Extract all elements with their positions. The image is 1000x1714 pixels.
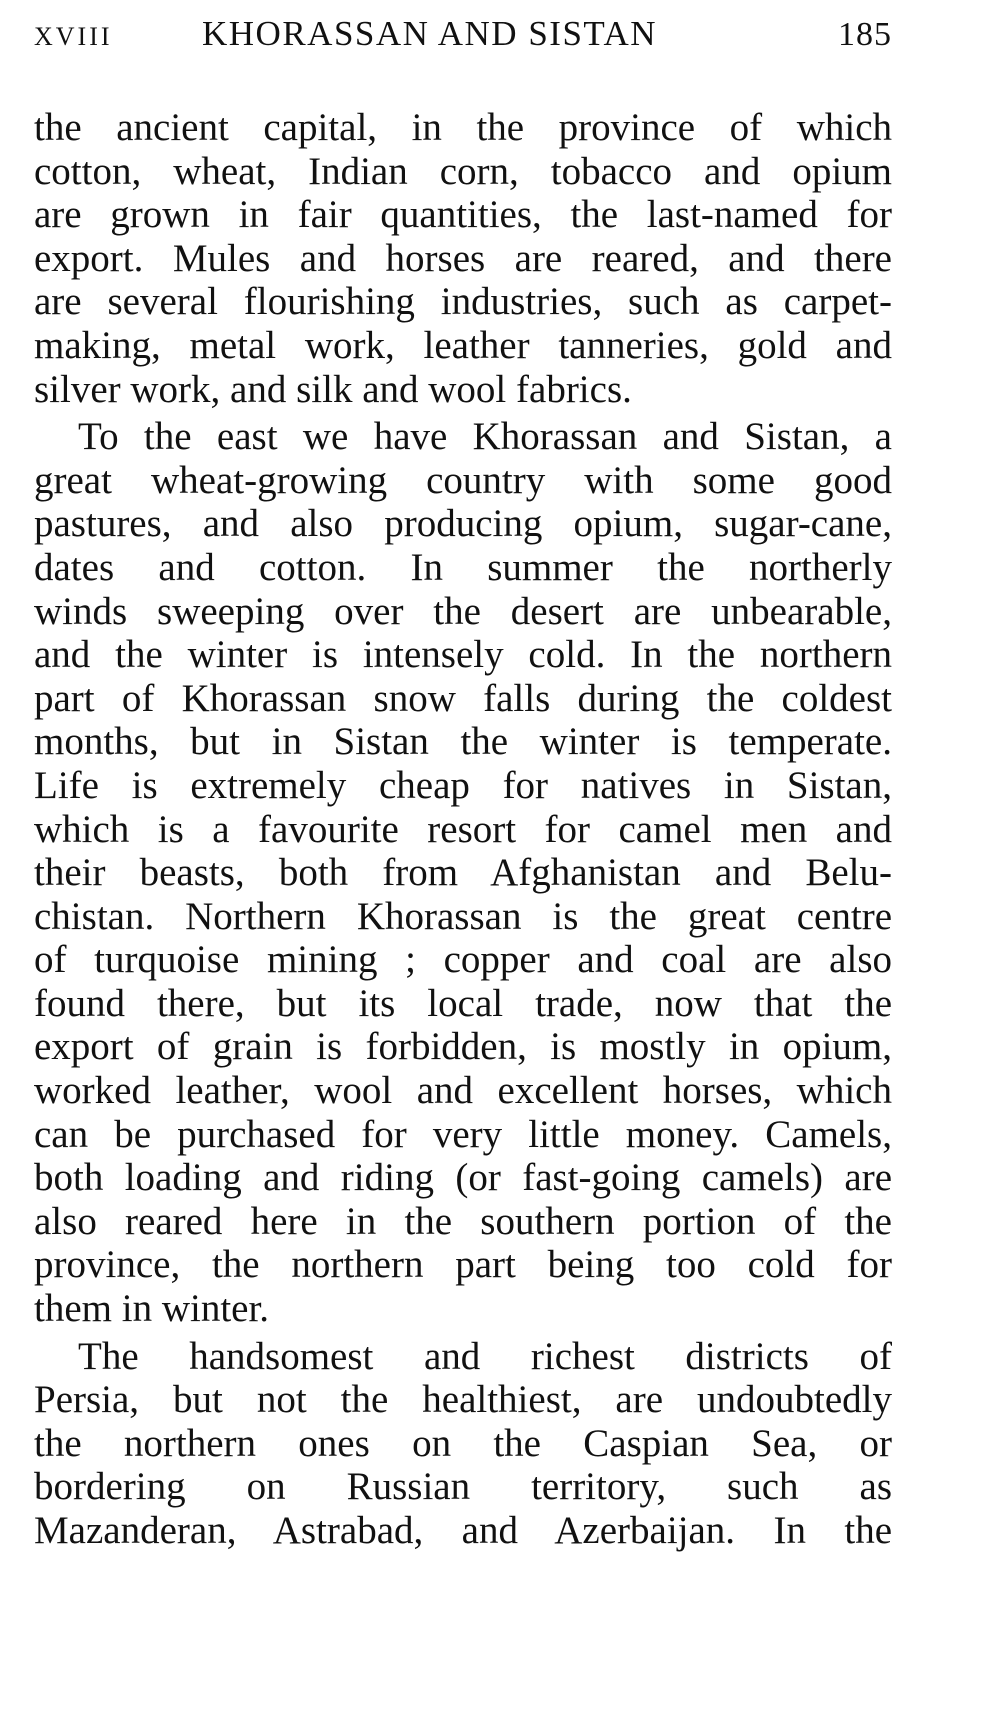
text-line: the ancient capital, in the province of which [34,106,892,149]
text-line: can be purchased for very little money. Camels, [34,1112,892,1156]
text-line: The handsomest and richest districts of [78,1334,892,1378]
text-line: their beasts, both from Afghanistan and Belu- [34,851,892,895]
text-line: bordering on Russian territory, such as [34,1465,892,1509]
text-line: and the winter is intensely cold. In the northern [34,633,892,677]
text-line: both loading and riding (or fast-going camels) are [34,1156,892,1200]
text-line: of turquoise mining ; copper and coal are also [34,938,892,982]
text-line: Life is extremely cheap for natives in Sistan, [34,763,892,807]
text-line: silver work, and silk and wool fabrics. [34,367,632,411]
paragraph-1 [34,106,892,411]
text-line: are several flourishing industries, such as carpet- [34,280,892,324]
text-line: them in winter. [34,1287,270,1331]
text-line: dates and cotton. In summer the northerly [34,545,892,589]
paragraph-3 [34,1335,892,1553]
text-line: making, metal work, leather tanneries, gold and [34,323,892,367]
book-page [34,14,892,1553]
text-line: chistan. Northern Khorassan is the great centre [34,894,892,938]
text-line: province, the northern part being too cold for [34,1243,892,1287]
text-line: are grown in fair quantities, the last-named for [34,193,892,237]
text-line: the northern ones on the Caspian Sea, or [34,1421,892,1465]
page-number: 185 [838,16,892,53]
text-line: export of grain is forbidden, is mostly in opium, [34,1025,892,1069]
text-line: Mazanderan, Astrabad, and Azerbaijan. In the [34,1509,892,1552]
text-line: great wheat-growing country with some good [34,458,892,502]
paragraph-2 [34,415,892,1330]
text-line: winds sweeping over the desert are unbearable, [34,589,892,633]
running-head [34,14,892,74]
text-line: months, but in Sistan the winter is temperate. [34,720,892,764]
text-line: also reared here in the southern portion of the [34,1199,892,1243]
text-line: worked leather, wool and excellent horses, which [34,1069,892,1113]
text-line: pastures, and also producing opium, sugar-cane, [34,502,892,546]
text-line: To the east we have Khorassan and Sistan, a [78,415,892,459]
body-text [34,106,892,1553]
running-title: KHORASSAN AND SISTAN [202,14,658,53]
chapter-number: XVIII [34,22,113,51]
text-line: found there, but its local trade, now that the [34,981,892,1025]
text-line: which is a favourite resort for camel men and [34,807,892,851]
text-line: export. Mules and horses are reared, and there [34,236,892,280]
text-line: Persia, but not the healthiest, are undoubtedly [34,1378,892,1422]
text-line: part of Khorassan snow falls during the coldest [34,676,892,720]
text-line: cotton, wheat, Indian corn, tobacco and opium [34,149,892,193]
